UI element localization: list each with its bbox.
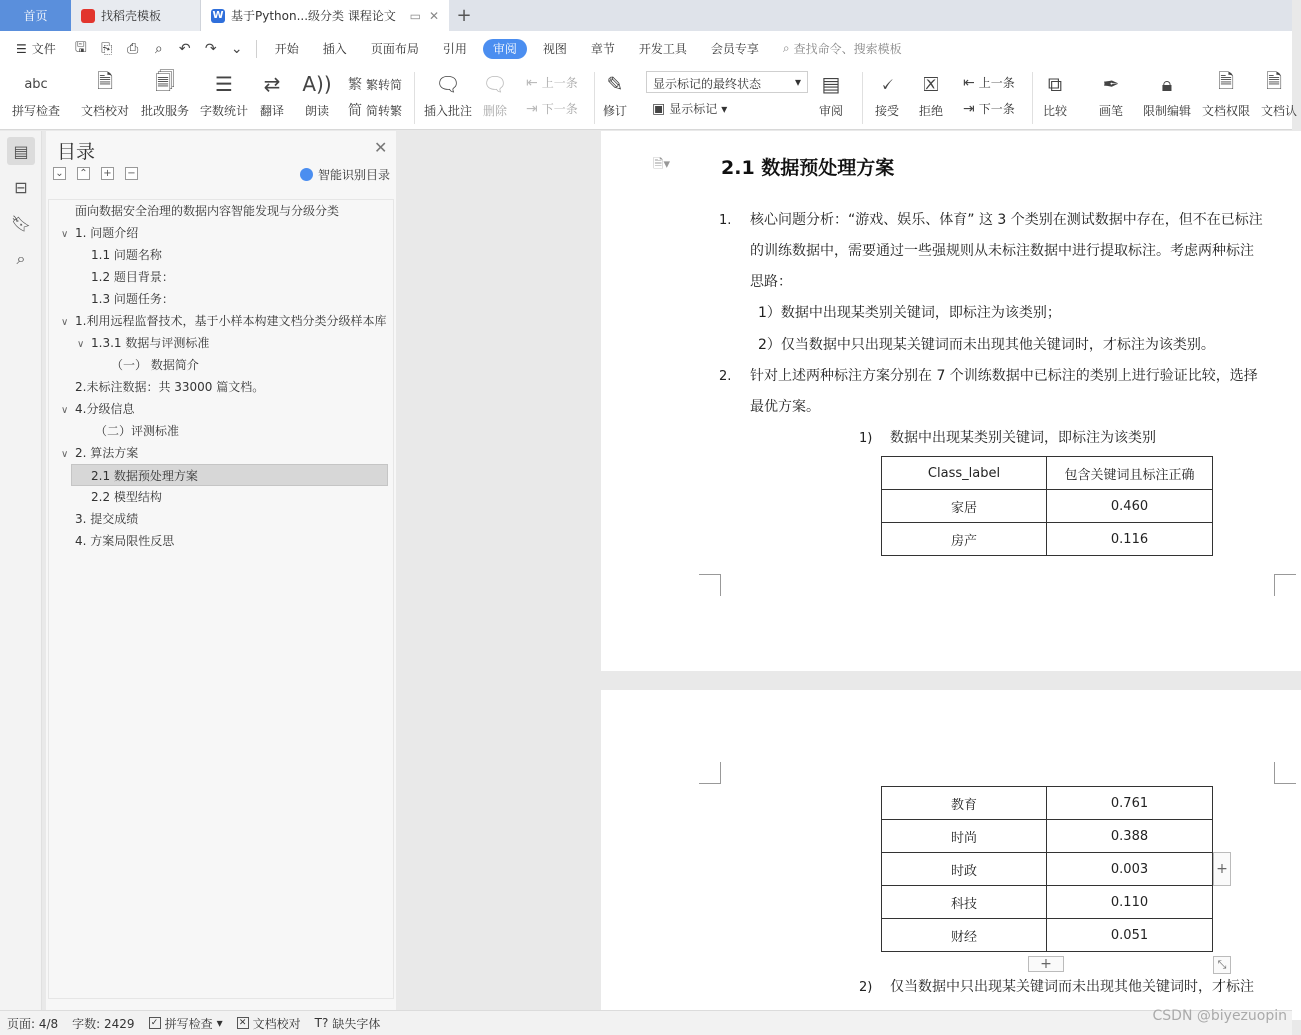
tab-home-label: 首页 — [23, 9, 48, 23]
menu-view[interactable]: 视图 — [542, 42, 567, 56]
writer-logo-icon: W — [212, 9, 224, 21]
to-simplified-button[interactable] — [348, 100, 402, 120]
to-traditional-button[interactable] — [348, 74, 402, 94]
doc-permission-label: 文档权限 — [1202, 104, 1251, 118]
doc-proof-icon: 🗎 — [96, 69, 114, 93]
menu-insert[interactable]: 插入 — [322, 42, 347, 56]
document-page[interactable] — [601, 131, 1301, 671]
table-cell: 0.388 — [1047, 820, 1213, 853]
prev-change-label: 上一条 — [978, 76, 1015, 90]
toc-item[interactable] — [91, 486, 162, 508]
table-cell: 0.003 — [1047, 853, 1213, 886]
markup-state-value: 显示标记的最终状态 — [653, 77, 762, 91]
table-cell: 科技 — [882, 886, 1047, 919]
toc-item[interactable] — [111, 354, 199, 376]
prev-change-button[interactable] — [963, 74, 1015, 91]
table-cell: 时尚 — [882, 820, 1047, 853]
reject-button[interactable] — [918, 70, 944, 119]
menu-home[interactable]: 开始 — [274, 42, 299, 56]
pen-icon: ✒ — [1102, 72, 1120, 96]
caption-number: 1) — [859, 431, 873, 446]
toc-item[interactable] — [75, 530, 174, 552]
ribbon-separator — [862, 72, 863, 124]
table-cell: 房产 — [882, 523, 1047, 556]
ribbon-separator — [1032, 72, 1033, 124]
paragraph-line: 最优方案。 — [750, 399, 820, 415]
toc-item[interactable] — [77, 332, 209, 354]
toc-item-label: 1.3.1 数据与评测标准 — [91, 336, 210, 350]
toc-icon[interactable]: ▤ — [7, 137, 35, 165]
list-number: 2. — [719, 369, 732, 384]
status-spell-label: 拼写检查 — [164, 1016, 213, 1031]
comment-icon: 🗨 — [435, 72, 461, 96]
toc-item-label: 1.2 题目背景： — [91, 270, 174, 284]
word-count-icon: ☰ — [215, 72, 233, 96]
ink-label: 画笔 — [1098, 104, 1123, 118]
to-simplified-label: 简转繁 — [366, 103, 403, 118]
batch-service-icon: 🗐 — [155, 69, 175, 93]
next-change-icon: ⇥ — [963, 100, 975, 117]
toc-item-label: 4. 方案局限性反思 — [75, 534, 175, 548]
translate-button[interactable] — [259, 70, 285, 119]
ink-button[interactable] — [1098, 70, 1124, 119]
document-page[interactable] — [601, 690, 1301, 1020]
spell-check-button[interactable] — [12, 70, 60, 119]
doc-permission-button[interactable] — [1202, 70, 1250, 119]
font-warning-icon: T? — [314, 1016, 329, 1030]
chevron-down-icon[interactable]: ∨ — [61, 449, 69, 460]
add-level-icon[interactable]: + — [101, 167, 114, 180]
delete-comment-button[interactable] — [482, 70, 508, 119]
table-row — [882, 853, 1213, 886]
status-bar — [0, 1010, 1292, 1035]
table-header-row — [882, 457, 1213, 490]
next-icon: ⇥ — [526, 100, 538, 117]
export-icon[interactable]: ⎘ — [101, 40, 113, 57]
tab-template-label: 找稻壳模板 — [101, 9, 162, 23]
chevron-down-icon: ▾ — [216, 1016, 223, 1030]
table-cell: 教育 — [882, 787, 1047, 820]
print-preview-icon[interactable]: ⌕ — [154, 40, 163, 57]
permission-icon: 🗎 — [1217, 69, 1235, 93]
review-pane-button[interactable] — [818, 70, 844, 119]
save-icon[interactable]: 🖫 — [74, 39, 87, 56]
toc-item-label: 2.1 数据预处理方案 — [91, 469, 198, 483]
redo-icon[interactable]: ↷ — [204, 40, 217, 57]
read-aloud-icon: A)) — [302, 72, 332, 96]
remove-level-icon[interactable]: − — [125, 167, 138, 180]
toc-item[interactable] — [91, 288, 174, 310]
paragraph-line: 思路： — [750, 274, 792, 290]
translate-label: 翻译 — [259, 104, 284, 118]
toc-item-label: 2.未标注数据：共 33000 篇文档。 — [75, 380, 265, 394]
file-menu-label: 文件 — [31, 42, 56, 56]
certificate-icon: 🗎 — [1265, 69, 1283, 93]
menu-developer[interactable]: 开发工具 — [638, 42, 687, 56]
simplified-icon: 简 — [348, 103, 362, 119]
prev-comment-label: 上一条 — [541, 76, 578, 90]
restrict-edit-button[interactable] — [1143, 70, 1191, 119]
toc-item-label: 4.分级信息 — [75, 402, 135, 416]
plus-icon: + — [1216, 861, 1228, 877]
paragraph-line: 的训练数据中，需要通过一些强规则从未标注数据中进行提取标注。考虑两种标注 — [750, 243, 1254, 259]
page-corner-mark — [1274, 762, 1296, 784]
review-pane-icon: ▤ — [821, 72, 841, 96]
page-indicator[interactable]: 页面: 4/8 — [7, 1016, 59, 1031]
prev-comment-button[interactable] — [526, 74, 578, 91]
accept-button[interactable] — [874, 70, 900, 119]
toc-item-label: （一） 数据简介 — [111, 358, 199, 372]
chevron-down-icon[interactable]: ⌄ — [230, 40, 243, 57]
watermark: CSDN @biyezuopin — [1152, 1008, 1287, 1024]
next-change-label: 下一条 — [978, 102, 1015, 116]
navigation-strip — [0, 131, 42, 1010]
menu-bar — [0, 31, 1292, 66]
file-menu[interactable] — [12, 31, 68, 66]
chevron-down-icon[interactable]: ∨ — [77, 339, 85, 350]
table-row — [882, 787, 1213, 820]
traditional-icon: 繁 — [348, 77, 362, 93]
toc-item-label: （二）评测标准 — [95, 424, 180, 438]
document-outline-icon[interactable]: 🗎▾ — [653, 157, 670, 172]
close-icon[interactable]: ✕ — [428, 8, 439, 23]
checkbox-icon: ✓ — [149, 1017, 161, 1029]
tab-bar — [0, 0, 1292, 31]
markup-state-select[interactable] — [646, 71, 808, 93]
close-icon[interactable]: ✕ — [374, 138, 388, 157]
compare-button[interactable] — [1042, 70, 1068, 119]
undo-icon[interactable]: ↶ — [178, 40, 191, 57]
table-row — [882, 820, 1213, 853]
toc-item-label: 1.利用远程监督技术，基于小样本构建文档分类分级样本库 — [75, 314, 387, 328]
word-count-label: 字数统计 — [200, 104, 249, 118]
caption-number: 2) — [859, 980, 873, 995]
toc-item[interactable] — [61, 310, 387, 332]
pin-icon[interactable]: ▭ — [409, 8, 421, 23]
page-corner-mark — [699, 574, 721, 596]
status-proof-label: 文档校对 — [252, 1016, 301, 1031]
menu-separator — [256, 40, 257, 58]
smart-toc-label: 智能识别目录 — [318, 168, 391, 182]
proof-icon: ✕ — [237, 1017, 249, 1029]
chevron-down-icon: ▾ — [794, 75, 801, 89]
toc-item[interactable] — [61, 398, 134, 420]
tab-home[interactable] — [0, 0, 71, 31]
collapse-all-icon[interactable]: ⌄ — [53, 167, 66, 180]
menu-page-layout[interactable]: 页面布局 — [370, 42, 419, 56]
insert-comment-label: 插入批注 — [424, 104, 473, 118]
prev-icon: ⇤ — [526, 74, 538, 91]
word-count[interactable]: 字数: 2429 — [72, 1016, 135, 1031]
batch-service-label: 批改服务 — [141, 104, 190, 118]
tab-template[interactable] — [71, 0, 201, 31]
table-header-cell: 包含关键词且标注正确 — [1047, 457, 1213, 490]
page-corner-mark — [1274, 574, 1296, 596]
table-header-cell: Class_label — [882, 457, 1047, 490]
track-changes-label: 修订 — [602, 104, 627, 118]
paragraph-line: 核心问题分析：“游戏、娱乐、体育” 这 3 个类别在测试数据中存在，但不在已标注 — [750, 212, 1263, 228]
docer-logo-icon — [81, 9, 95, 23]
chevron-down-icon[interactable]: ∨ — [61, 229, 69, 240]
chevron-down-icon: ▾ — [721, 101, 728, 116]
ribbon-separator — [414, 72, 415, 124]
toc-item[interactable] — [61, 222, 138, 244]
table-cell: 0.110 — [1047, 886, 1213, 919]
translate-icon: ⇄ — [263, 72, 281, 96]
toc-item[interactable] — [91, 244, 162, 266]
table-cell: 时政 — [882, 853, 1047, 886]
table-cell: 家居 — [882, 490, 1047, 523]
delete-comment-label: 删除 — [482, 104, 507, 118]
review-pane-label: 审阅 — [818, 104, 843, 118]
table-cell: 0.460 — [1047, 490, 1213, 523]
search-icon[interactable]: ⌕ — [16, 249, 26, 268]
show-markup-button[interactable] — [652, 100, 727, 117]
data-table — [881, 456, 1213, 556]
toc-panel — [46, 131, 396, 1010]
insert-comment-button[interactable] — [424, 70, 472, 119]
toc-item-label: 1. 问题介绍 — [75, 226, 139, 240]
chevron-down-icon[interactable]: ∨ — [61, 317, 69, 328]
spell-check-icon: abc — [24, 76, 48, 92]
table-row — [882, 919, 1213, 952]
toc-item-label: 1.3 问题任务： — [91, 292, 174, 306]
toc-item[interactable] — [91, 266, 174, 288]
table-cell: 0.116 — [1047, 523, 1213, 556]
lock-icon: 🔒︎ — [1161, 72, 1173, 96]
paragraph-line: 2）仅当数据中只出现某关键词而未出现其他关键词时，才标注为该类别。 — [758, 337, 1215, 353]
restrict-edit-label: 限制编辑 — [1143, 104, 1192, 118]
chevron-down-icon[interactable]: ∨ — [61, 405, 69, 416]
toc-item-selected[interactable] — [71, 464, 388, 486]
plus-icon: + — [456, 5, 472, 26]
doc-cert-button[interactable] — [1261, 69, 1298, 119]
toc-item-label: 3. 提交成绩 — [75, 512, 139, 526]
table-row — [882, 886, 1213, 919]
next-comment-label: 下一条 — [541, 102, 578, 116]
table-caption: 数据中出现某类别关键词，即标注为该类别 — [890, 430, 1156, 446]
read-aloud-label: 朗读 — [304, 104, 329, 118]
search-icon: ⌕ — [782, 41, 790, 55]
print-icon[interactable]: ⎙ — [127, 40, 139, 57]
track-changes-button[interactable] — [602, 70, 628, 119]
missing-font-label: 缺失字体 — [332, 1016, 381, 1031]
expand-up-icon[interactable]: ⌃ — [77, 167, 90, 180]
ribbon-separator — [594, 72, 595, 124]
batch-service-button[interactable] — [141, 70, 189, 119]
smart-toc-button[interactable] — [300, 166, 390, 183]
paragraph-line: 针对上述两种标注方案分别在 7 个训练数据中已标注的类别上进行验证比较，选择 — [750, 368, 1258, 384]
plus-icon: + — [1040, 956, 1052, 972]
status-doc-proof[interactable] — [230, 1015, 308, 1032]
toc-item[interactable] — [75, 200, 339, 222]
read-aloud-button[interactable] — [304, 70, 330, 119]
smart-toc-icon — [300, 168, 313, 181]
accept-label: 接受 — [874, 104, 899, 118]
toc-item[interactable] — [75, 508, 138, 530]
table-row — [882, 490, 1213, 523]
missing-font[interactable] — [308, 1015, 388, 1032]
menu-review[interactable]: 审阅 — [483, 39, 527, 59]
toc-item-label: 1.1 问题名称 — [91, 248, 162, 262]
toc-item-label: 面向数据安全治理的数据内容智能发现与分级分类 — [75, 204, 340, 218]
chapter-icon[interactable]: ⊟ — [14, 177, 28, 197]
toc-list — [48, 199, 394, 999]
data-table — [881, 786, 1213, 952]
table-cell: 0.051 — [1047, 919, 1213, 952]
command-search[interactable] — [771, 31, 914, 66]
list-number: 1. — [719, 213, 732, 228]
next-change-button[interactable] — [963, 100, 1015, 117]
track-changes-icon: ✎ — [606, 72, 624, 96]
menu-member[interactable]: 会员专享 — [710, 42, 759, 56]
table-row — [882, 523, 1213, 556]
section-heading: 2.1 数据预处理方案 — [721, 157, 895, 179]
doc-proof-button[interactable] — [81, 70, 129, 119]
tab-document[interactable] — [201, 0, 449, 31]
doc-proof-label: 文档校对 — [81, 104, 130, 118]
compare-label: 比较 — [1042, 104, 1067, 118]
prev-change-icon: ⇤ — [963, 74, 975, 91]
hamburger-icon: ☰ — [16, 41, 27, 56]
toc-item-label: 2.2 模型结构 — [91, 490, 162, 504]
word-count-button[interactable] — [200, 70, 248, 119]
page-corner-mark — [699, 762, 721, 784]
toc-item-label: 2. 算法方案 — [75, 446, 139, 460]
command-search-placeholder: 查找命令、搜索模板 — [793, 42, 902, 56]
status-spell-check[interactable] — [142, 1015, 230, 1032]
table-resize-icon[interactable]: ⤡ — [1213, 956, 1231, 974]
tab-document-label: 基于Python...级分类 课程论文 — [231, 9, 396, 23]
toc-item[interactable] — [75, 376, 264, 398]
to-traditional-label: 繁转简 — [366, 77, 403, 92]
doc-cert-label: 文档认 — [1261, 104, 1298, 118]
bookmark-icon[interactable]: 🔖︎ — [10, 213, 32, 233]
table-cell: 0.761 — [1047, 787, 1213, 820]
table-caption: 仅当数据中只出现某关键词而未出现其他关键词时，才标注 — [890, 979, 1254, 995]
review-ribbon — [0, 66, 1298, 130]
document-area[interactable] — [400, 131, 1292, 1010]
next-comment-button[interactable] — [526, 100, 578, 117]
reject-label: 拒绝 — [918, 104, 943, 118]
menu-references[interactable]: 引用 — [442, 42, 467, 56]
spell-check-label: 拼写检查 — [12, 104, 61, 118]
toc-item[interactable] — [61, 442, 138, 464]
paragraph-line: 1）数据中出现某类别关键词，即标注为该类别； — [758, 305, 1061, 321]
table-cell: 财经 — [882, 919, 1047, 952]
menu-section[interactable]: 章节 — [590, 42, 615, 56]
compare-icon: ⧉ — [1047, 72, 1063, 96]
reject-icon: 🗵 — [923, 72, 939, 96]
delete-comment-icon: 🗨 — [482, 72, 508, 96]
add-column-button[interactable] — [1213, 852, 1231, 886]
toc-item[interactable] — [95, 420, 179, 442]
accept-icon: 🗸 — [880, 72, 894, 96]
toc-title: 目录 — [57, 141, 96, 163]
show-markup-icon: ▣ — [652, 100, 666, 117]
show-markup-label: 显示标记 — [669, 102, 718, 116]
new-tab-button[interactable] — [449, 0, 479, 31]
add-row-button[interactable] — [1028, 956, 1064, 972]
